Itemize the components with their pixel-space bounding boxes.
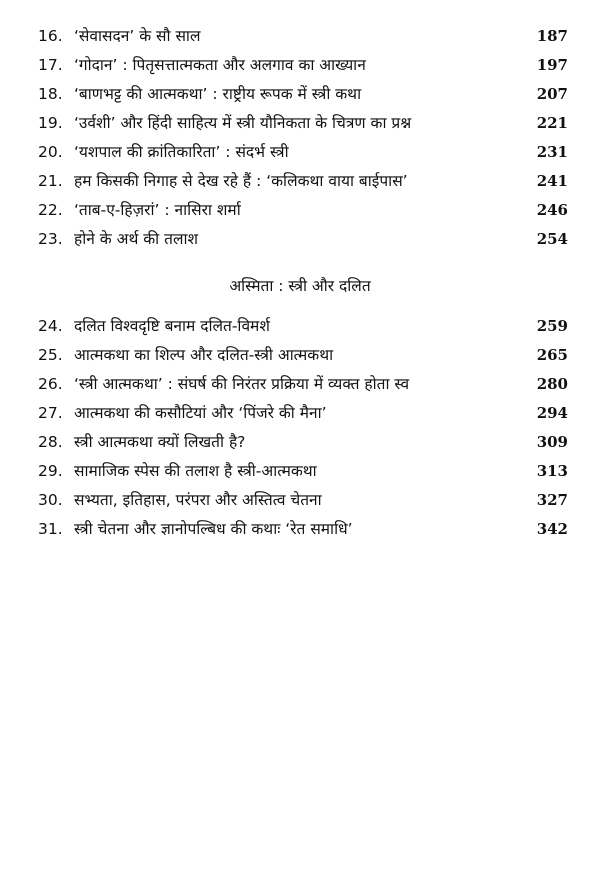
entry-page-number: 259: [536, 317, 568, 335]
toc-entry: [38, 167, 568, 196]
entry-page-number: 231: [536, 143, 568, 161]
entry-page-number: 197: [536, 56, 568, 74]
entry-page-number: 327: [536, 491, 568, 509]
entry-title: स्त्री आत्मकथा क्यों लिखती है?: [74, 433, 246, 451]
toc-entry: [38, 51, 568, 80]
entry-number: 18.: [38, 85, 63, 103]
entry-number: 17.: [38, 56, 63, 74]
toc-entry: [38, 312, 568, 341]
entry-page-number: 246: [536, 201, 568, 219]
toc-entry: [38, 515, 568, 544]
toc-entry: [38, 138, 568, 167]
entry-title: ‘सेवासदन’ के सौ साल: [74, 27, 201, 45]
entry-number: 21.: [38, 172, 63, 190]
toc-section-identity: [38, 312, 568, 544]
toc-entry: [38, 196, 568, 225]
entry-number: 24.: [38, 317, 63, 335]
toc-entry: [38, 428, 568, 457]
entry-title: ‘स्त्री आत्मकथा’ : संघर्ष की निरंतर प्रक्रिया में व्यक्त होता स्व: [74, 375, 410, 393]
toc-section-literature: [38, 22, 568, 254]
toc-entry: [38, 109, 568, 138]
entry-page-number: 309: [536, 433, 568, 451]
entry-page-number: 254: [536, 230, 568, 248]
entry-title: ‘ताब-ए-हिज़रां’ : नासिरा शर्मा: [74, 201, 241, 219]
entry-number: 27.: [38, 404, 63, 422]
section-heading: अस्मिता : स्त्री और दलित: [229, 277, 371, 295]
entry-title: ‘गोदान’ : पितृसत्तात्मकता और अलगाव का आख्यान: [74, 56, 366, 74]
toc-entry: [38, 370, 568, 399]
toc-entry: [38, 486, 568, 515]
entry-number: 23.: [38, 230, 63, 248]
entry-number: 28.: [38, 433, 63, 451]
entry-page-number: 294: [536, 404, 568, 422]
entry-title: होने के अर्थ की तलाश: [74, 230, 199, 248]
entry-page-number: 241: [536, 172, 568, 190]
toc-entry: [38, 399, 568, 428]
toc-entry: [38, 22, 568, 51]
toc-entry: [38, 341, 568, 370]
entry-title: आत्मकथा की कसौटियां और ‘पिंजरे की मैना’: [74, 404, 327, 422]
entry-number: 22.: [38, 201, 63, 219]
entry-number: 20.: [38, 143, 63, 161]
entry-title: ‘उर्वशी’ और हिंदी साहित्य में स्त्री यौनिकता के चित्रण का प्रश्न: [74, 114, 412, 132]
entry-page-number: 342: [536, 520, 568, 538]
entry-title: दलित विश्वदृष्टि बनाम दलित-विमर्श: [74, 317, 270, 335]
entry-number: 19.: [38, 114, 63, 132]
entry-number: 26.: [38, 375, 63, 393]
entry-page-number: 221: [536, 114, 568, 132]
entry-title: आत्मकथा का शिल्प और दलित-स्त्री आत्मकथा: [74, 346, 334, 364]
entry-number: 25.: [38, 346, 63, 364]
entry-title: सभ्यता, इतिहास, परंपरा और अस्तित्व चेतना: [74, 491, 322, 509]
entry-page-number: 187: [536, 27, 568, 45]
entry-page-number: 207: [536, 85, 568, 103]
toc-entry: [38, 457, 568, 486]
entry-number: 29.: [38, 462, 63, 480]
entry-number: 16.: [38, 27, 63, 45]
toc-entry: [38, 225, 568, 254]
entry-page-number: 265: [536, 346, 568, 364]
entry-title: सामाजिक स्पेस की तलाश है स्त्री-आत्मकथा: [74, 462, 317, 480]
entry-title: हम किसकी निगाह से देख रहे हैं : ‘कलिकथा वाया बाईपास’: [74, 172, 408, 190]
entry-title: स्त्री चेतना और ज्ञानोपल्बिध की कथाः ‘रेत समाधि’: [74, 520, 353, 538]
entry-page-number: 280: [536, 375, 568, 393]
entry-title: ‘यशपाल की क्रांतिकारिता’ : संदर्भ स्त्री: [74, 143, 289, 161]
entry-number: 30.: [38, 491, 63, 509]
entry-page-number: 313: [536, 462, 568, 480]
entry-title: ‘बाणभट्ट की आत्मकथा’ : राष्ट्रीय रूपक में स्त्री कथा: [74, 85, 362, 103]
entry-number: 31.: [38, 520, 63, 538]
toc-entry: [38, 80, 568, 109]
